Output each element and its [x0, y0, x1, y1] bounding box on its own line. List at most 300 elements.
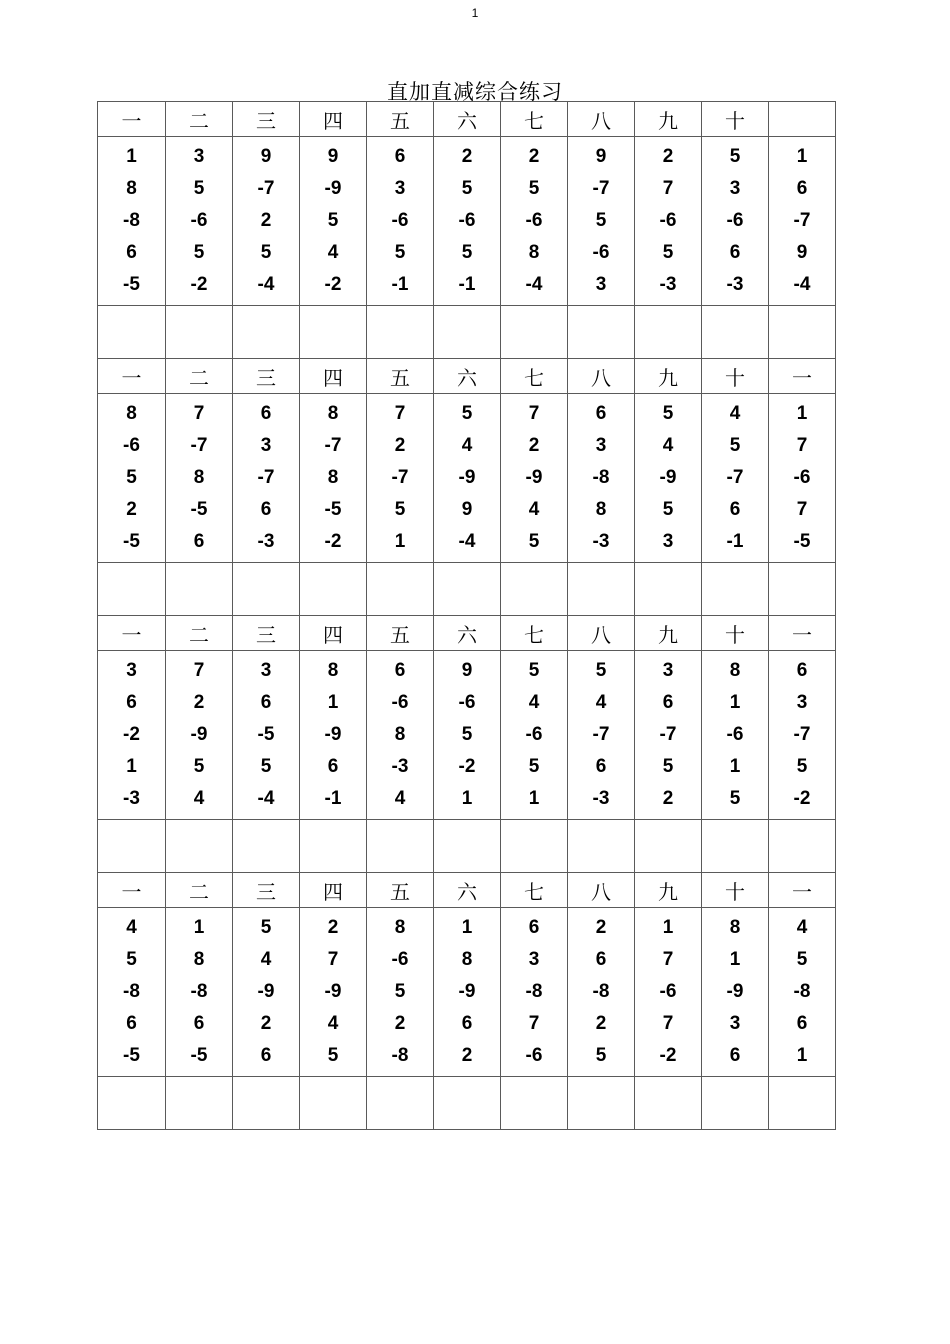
column-header: 八 [568, 102, 635, 137]
answer-cell[interactable] [233, 306, 300, 359]
problem-number: 5 [461, 403, 473, 424]
problem-cell [233, 394, 300, 563]
problem-number: -4 [793, 274, 811, 295]
problem-number: 4 [595, 692, 607, 713]
answer-cell[interactable] [635, 306, 702, 359]
problem-number: 2 [528, 146, 540, 167]
column-header: 六 [434, 873, 501, 908]
problem-cell [367, 137, 434, 306]
problem-number: 2 [327, 917, 339, 938]
answer-cell[interactable] [769, 1077, 836, 1130]
problem-number: 5 [662, 499, 674, 520]
problem-number: 4 [193, 788, 205, 809]
problem-number: -2 [659, 1045, 677, 1066]
problem-number: 5 [260, 756, 272, 777]
problem-number: 5 [260, 917, 272, 938]
answer-cell[interactable] [434, 306, 501, 359]
problem-number: -1 [458, 274, 476, 295]
problem-number: 5 [662, 756, 674, 777]
problem-number: 2 [662, 788, 674, 809]
problem-number: 6 [729, 1045, 741, 1066]
problem-number: 5 [528, 660, 540, 681]
problem-number: 4 [394, 788, 406, 809]
problem-number: -5 [190, 499, 208, 520]
problem-number: 5 [595, 660, 607, 681]
problem-cell [166, 394, 233, 563]
answer-cell[interactable] [702, 1077, 769, 1130]
problem-number: 6 [595, 756, 607, 777]
problem-cell [434, 394, 501, 563]
problem-number: -3 [592, 531, 610, 552]
answer-cell[interactable] [233, 820, 300, 873]
problem-cell [300, 394, 367, 563]
problem-number: 5 [327, 1045, 339, 1066]
problem-number: 6 [193, 531, 205, 552]
problem-number: 4 [260, 949, 272, 970]
problem-number: -8 [123, 210, 140, 231]
column-header: 六 [434, 616, 501, 651]
problem-number: -7 [257, 467, 275, 488]
problem-cell [501, 908, 568, 1077]
problem-number: -7 [659, 724, 677, 745]
problem-number: -6 [793, 467, 811, 488]
column-header: 六 [434, 102, 501, 137]
column-header: 一 [98, 102, 166, 137]
problem-number: -3 [391, 756, 409, 777]
problem-cell [233, 651, 300, 820]
answer-cell[interactable] [769, 820, 836, 873]
problem-number: 6 [126, 1013, 137, 1034]
problem-number: 6 [126, 692, 137, 713]
answer-cell[interactable] [166, 1077, 233, 1130]
problem-cell [568, 137, 635, 306]
column-header: 七 [501, 616, 568, 651]
answer-row [98, 1077, 836, 1130]
problem-number: 2 [461, 1045, 473, 1066]
problem-number: 6 [126, 242, 137, 263]
problem-number: -7 [726, 467, 744, 488]
problem-number: 3 [662, 660, 674, 681]
column-header: 二 [166, 359, 233, 394]
problem-number: -7 [592, 724, 610, 745]
problem-number: 8 [528, 242, 540, 263]
problem-number: 6 [394, 146, 406, 167]
problem-number: 6 [528, 917, 540, 938]
problem-number: 8 [193, 949, 205, 970]
column-header: 一 [98, 616, 166, 651]
problem-number: -7 [592, 178, 610, 199]
problem-number: -7 [190, 435, 208, 456]
problem-number: 1 [729, 692, 741, 713]
problem-number: -3 [592, 788, 610, 809]
problem-cell [367, 394, 434, 563]
problem-number: 7 [327, 949, 339, 970]
problem-number: 8 [327, 403, 339, 424]
problem-number: 2 [126, 499, 137, 520]
problem-number: 8 [729, 660, 741, 681]
column-header: 一 [769, 359, 836, 394]
problem-number: 6 [729, 242, 741, 263]
column-header: 三 [233, 102, 300, 137]
problem-cell [166, 137, 233, 306]
answer-cell[interactable] [300, 563, 367, 616]
problem-number: 2 [394, 435, 406, 456]
problem-number: 7 [796, 499, 808, 520]
answer-cell[interactable] [501, 563, 568, 616]
column-header: 二 [166, 873, 233, 908]
column-header: 一 [98, 873, 166, 908]
problem-number: -9 [726, 981, 744, 1002]
problem-number: -6 [659, 210, 677, 231]
problem-number: 5 [528, 178, 540, 199]
problem-cell [501, 651, 568, 820]
problem-cell [635, 908, 702, 1077]
answer-cell[interactable] [367, 563, 434, 616]
column-header: 九 [635, 102, 702, 137]
problem-number: -9 [324, 178, 342, 199]
answer-cell[interactable] [300, 1077, 367, 1130]
problem-cell [166, 908, 233, 1077]
problem-number: -6 [726, 724, 744, 745]
problem-number: 9 [796, 242, 808, 263]
problem-number: 5 [461, 178, 473, 199]
problem-number: 4 [327, 1013, 339, 1034]
answer-cell[interactable] [568, 1077, 635, 1130]
problem-number: -1 [726, 531, 744, 552]
problem-number: 8 [729, 917, 741, 938]
problem-number: 2 [394, 1013, 406, 1034]
problem-number: 6 [729, 499, 741, 520]
answer-cell[interactable] [166, 563, 233, 616]
problem-number: -5 [123, 274, 140, 295]
problem-number: 2 [260, 210, 272, 231]
answer-cell[interactable] [769, 563, 836, 616]
column-header: 七 [501, 102, 568, 137]
answer-cell[interactable] [98, 1077, 166, 1130]
problem-number: 3 [260, 660, 272, 681]
answer-cell[interactable] [568, 563, 635, 616]
problem-number: -9 [458, 467, 476, 488]
answer-cell[interactable] [501, 306, 568, 359]
problem-number: 9 [260, 146, 272, 167]
problem-number: -9 [190, 724, 208, 745]
column-header: 十 [702, 102, 769, 137]
problem-number: 8 [193, 467, 205, 488]
problem-number: 8 [461, 949, 473, 970]
problem-cell [635, 394, 702, 563]
problem-cell [769, 908, 836, 1077]
problem-number: 2 [260, 1013, 272, 1034]
answer-cell[interactable] [434, 1077, 501, 1130]
problem-number: 2 [662, 146, 674, 167]
problem-number: -6 [458, 210, 476, 231]
problem-number: 3 [729, 1013, 741, 1034]
problem-number: 6 [260, 692, 272, 713]
problem-number: -6 [592, 242, 610, 263]
problem-number: 4 [126, 917, 137, 938]
problem-number: 5 [662, 403, 674, 424]
problem-number: 1 [394, 531, 406, 552]
problem-number: -8 [793, 981, 811, 1002]
problem-number: 1 [796, 1045, 808, 1066]
problem-number: 7 [662, 949, 674, 970]
answer-cell[interactable] [98, 820, 166, 873]
problem-number: -6 [123, 435, 140, 456]
problem-number: -8 [592, 981, 610, 1002]
problem-number: 7 [193, 660, 205, 681]
problem-number: 3 [394, 178, 406, 199]
column-header: 七 [501, 873, 568, 908]
problem-number: 6 [260, 499, 272, 520]
problem-number: 7 [528, 1013, 540, 1034]
column-header: 五 [367, 102, 434, 137]
problem-cell [166, 651, 233, 820]
problem-number: 6 [595, 949, 607, 970]
problem-number: 2 [193, 692, 205, 713]
problem-cell [702, 908, 769, 1077]
answer-cell[interactable] [702, 820, 769, 873]
problem-number: 4 [528, 692, 540, 713]
problem-number: 7 [662, 178, 674, 199]
problem-number: 1 [796, 403, 808, 424]
column-header: 五 [367, 873, 434, 908]
problem-cell [434, 651, 501, 820]
column-header: 二 [166, 102, 233, 137]
problem-number: 4 [327, 242, 339, 263]
problem-number: 1 [126, 756, 137, 777]
problem-number: -6 [391, 692, 409, 713]
problem-number: 2 [595, 917, 607, 938]
column-header: 八 [568, 359, 635, 394]
problem-number: -4 [525, 274, 543, 295]
problem-number: 8 [595, 499, 607, 520]
answer-cell[interactable] [367, 820, 434, 873]
problem-number: 6 [327, 756, 339, 777]
problem-number: -9 [458, 981, 476, 1002]
problem-number: 7 [193, 403, 205, 424]
problem-cell [769, 651, 836, 820]
problem-number: 8 [327, 660, 339, 681]
problem-number: 4 [729, 403, 741, 424]
problem-number: 4 [796, 917, 808, 938]
problem-number: 3 [260, 435, 272, 456]
answer-cell[interactable] [434, 563, 501, 616]
problem-number: 8 [327, 467, 339, 488]
problem-cell [769, 137, 836, 306]
answer-cell[interactable] [166, 306, 233, 359]
header-row [98, 616, 836, 651]
problem-number: 6 [260, 1045, 272, 1066]
problem-number: -5 [793, 531, 811, 552]
problem-number: -5 [123, 1045, 140, 1066]
problem-number: -5 [123, 531, 140, 552]
problem-row [98, 651, 836, 820]
problem-number: 5 [126, 467, 137, 488]
problem-number: 4 [461, 435, 473, 456]
problem-number: 5 [461, 242, 473, 263]
column-header: 三 [233, 359, 300, 394]
answer-cell[interactable] [98, 563, 166, 616]
problem-number: 3 [595, 435, 607, 456]
problem-number: 6 [595, 403, 607, 424]
problem-number: 8 [126, 178, 137, 199]
problem-number: 5 [193, 756, 205, 777]
column-header: 六 [434, 359, 501, 394]
answer-cell[interactable] [367, 306, 434, 359]
column-header: 九 [635, 359, 702, 394]
problem-number: -4 [257, 788, 275, 809]
problem-number: 9 [595, 146, 607, 167]
problem-cell [702, 651, 769, 820]
problem-number: 6 [260, 403, 272, 424]
problem-number: 5 [528, 531, 540, 552]
column-header: 一 [769, 616, 836, 651]
column-header: 九 [635, 873, 702, 908]
answer-cell[interactable] [233, 563, 300, 616]
problem-number: 6 [662, 692, 674, 713]
column-header: 九 [635, 616, 702, 651]
column-header: 五 [367, 359, 434, 394]
problem-number: 3 [796, 692, 808, 713]
problem-number: 6 [796, 178, 808, 199]
answer-cell[interactable] [568, 820, 635, 873]
problem-number: 1 [193, 917, 205, 938]
answer-row [98, 306, 836, 359]
problem-cell [568, 908, 635, 1077]
column-header: 八 [568, 873, 635, 908]
problem-cell [635, 137, 702, 306]
page-title: 直加直减综合练习 [387, 80, 563, 104]
answer-cell[interactable] [434, 820, 501, 873]
problem-number: 6 [796, 660, 808, 681]
answer-cell[interactable] [501, 820, 568, 873]
problem-cell [434, 908, 501, 1077]
problem-cell [300, 137, 367, 306]
problem-number: -9 [659, 467, 677, 488]
problem-number: -3 [659, 274, 677, 295]
problem-number: 8 [126, 403, 137, 424]
problem-number: 9 [461, 660, 473, 681]
answer-cell[interactable] [568, 306, 635, 359]
problem-number: -3 [123, 788, 140, 809]
answer-cell[interactable] [166, 820, 233, 873]
problem-number: 3 [193, 146, 205, 167]
problem-number: 3 [528, 949, 540, 970]
problem-number: -6 [659, 981, 677, 1002]
problem-number: 9 [327, 146, 339, 167]
problem-number: 5 [796, 756, 808, 777]
problem-number: -4 [458, 531, 476, 552]
problem-number: 6 [193, 1013, 205, 1034]
problem-number: -7 [391, 467, 409, 488]
problem-cell [501, 394, 568, 563]
answer-cell[interactable] [635, 820, 702, 873]
problem-number: -6 [726, 210, 744, 231]
problem-cell [434, 137, 501, 306]
column-header: 十 [702, 359, 769, 394]
problem-number: -5 [257, 724, 275, 745]
problem-number: 3 [662, 531, 674, 552]
problem-number: -7 [257, 178, 275, 199]
problem-cell [635, 651, 702, 820]
problem-number: -5 [190, 1045, 208, 1066]
problem-cell [568, 651, 635, 820]
problem-number: -6 [525, 724, 543, 745]
problem-number: -2 [324, 531, 342, 552]
problem-number: 5 [394, 242, 406, 263]
problem-number: 7 [528, 403, 540, 424]
column-header: 四 [300, 616, 367, 651]
problem-cell [501, 137, 568, 306]
answer-cell[interactable] [300, 820, 367, 873]
answer-cell[interactable] [367, 1077, 434, 1130]
problem-number: -9 [525, 467, 543, 488]
answer-cell[interactable] [501, 1077, 568, 1130]
answer-cell[interactable] [233, 1077, 300, 1130]
problem-number: 4 [528, 499, 540, 520]
problem-number: 7 [662, 1013, 674, 1034]
answer-cell[interactable] [300, 306, 367, 359]
problem-number: -9 [324, 981, 342, 1002]
problem-number: 3 [729, 178, 741, 199]
problem-number: -3 [257, 531, 275, 552]
problem-number: -1 [391, 274, 409, 295]
column-header: 七 [501, 359, 568, 394]
problem-number: 4 [662, 435, 674, 456]
answer-row [98, 820, 836, 873]
column-header: 二 [166, 616, 233, 651]
problem-number: 2 [595, 1013, 607, 1034]
problem-number: 5 [662, 242, 674, 263]
problem-number: 1 [528, 788, 540, 809]
problem-number: 5 [729, 788, 741, 809]
exercise-table [97, 101, 836, 1130]
problem-number: -2 [190, 274, 208, 295]
problem-number: 5 [729, 146, 741, 167]
problem-cell [702, 394, 769, 563]
problem-cell [300, 908, 367, 1077]
problem-number: 5 [193, 242, 205, 263]
problem-number: 5 [796, 949, 808, 970]
column-header: 四 [300, 102, 367, 137]
answer-row [98, 563, 836, 616]
answer-cell[interactable] [635, 563, 702, 616]
problem-number: 5 [260, 242, 272, 263]
problem-number: 5 [193, 178, 205, 199]
problem-number: -6 [525, 210, 543, 231]
column-header: 五 [367, 616, 434, 651]
problem-number: -7 [324, 435, 342, 456]
problem-number: -8 [525, 981, 543, 1002]
problem-cell [98, 137, 166, 306]
problem-number: 1 [729, 756, 741, 777]
problem-number: 8 [394, 724, 406, 745]
answer-cell[interactable] [769, 306, 836, 359]
answer-cell[interactable] [635, 1077, 702, 1130]
header-row [98, 873, 836, 908]
problem-number: -2 [123, 724, 140, 745]
problem-row [98, 394, 836, 563]
problem-number: 5 [126, 949, 137, 970]
problem-number: 5 [595, 1045, 607, 1066]
problem-number: 1 [126, 146, 137, 167]
column-header: 四 [300, 359, 367, 394]
problem-cell [367, 651, 434, 820]
answer-cell[interactable] [702, 563, 769, 616]
answer-cell[interactable] [702, 306, 769, 359]
answer-cell[interactable] [98, 306, 166, 359]
problem-row [98, 908, 836, 1077]
